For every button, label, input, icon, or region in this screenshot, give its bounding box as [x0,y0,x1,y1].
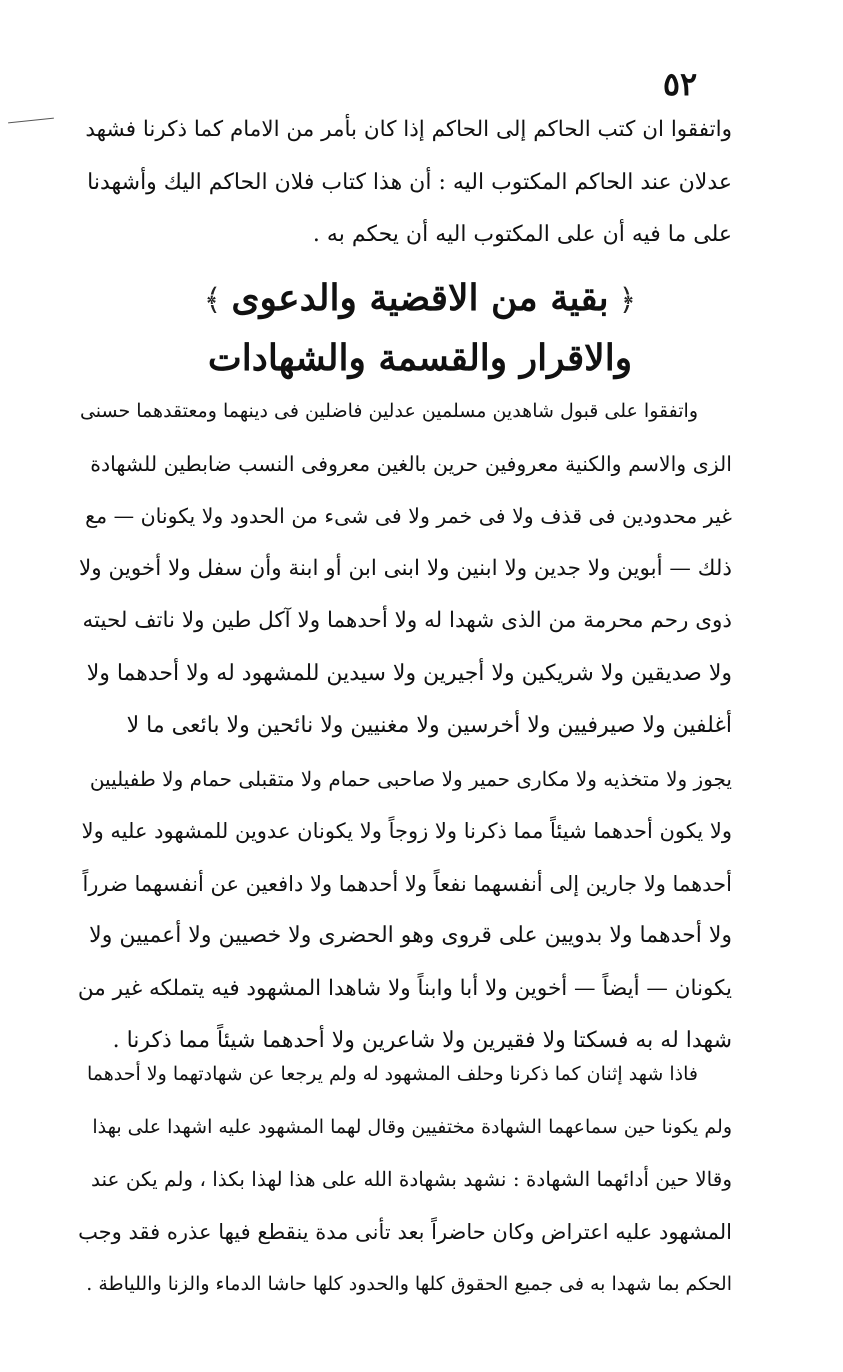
text-line: يكونان — أيضاً — أخوين ولا أبا وابناً ولا شاهدا المشهود فيه يتملكه غير من [78,975,732,1001]
text-line: ولم يكونا حين سماعهما الشهادة مختفيين وقال لهما المشهود عليه اشهدا على بهذا [92,1115,732,1138]
text-line: المشهود عليه اعتراض وكان حاضراً بعد تأنى مدة ينقطع فيها عذره فقد وجب [78,1219,732,1244]
text-line: ذلك — أبوين ولا جدين ولا ابنين ولا ابنى ابن أو ابنة وأن سفل ولا أخوين ولا [78,555,732,581]
text-line: ولا صديقين ولا شريكين ولا أجيرين ولا سيدين للمشهود له ولا أحدهما ولا [86,660,732,686]
text-line: ولا يكون أحدهما شيئاً مما ذكرنا ولا زوجاً ولا يكونان عدوين للمشهود عليه ولا [81,819,732,843]
text-line: ولا أحدهما ولا بدويين على قروى وهو الحضرى ولا خصيين ولا أعميين ولا [89,923,732,948]
text-line: أغلفين ولا صيرفيين ولا أخرسين ولا مغنيين ولا نائحين ولا بائعى ما لا [126,713,732,738]
ornamental-bracket-close: ﴾ [203,283,222,318]
text-line: الحكم بما شهدا به فى جميع الحقوق كلها والحدود كلها حاشا الدماء والزنا واللياطة . [86,1273,732,1295]
text-line: غير محدودين فى قذف ولا فى خمر ولا فى شىء من الحدود ولا يكونان — مع [85,504,732,528]
margin-pencil-mark [8,118,54,124]
text-line: واتفقوا ان كتب الحاكم إلى الحاكم إذا كان بأمر من الامام كما ذكرنا فشهد [85,117,732,142]
heading-text: والاقرار والقسمة والشهادات [207,337,633,379]
text-line: ذوى رحم محرمة من الذى شهدا له ولا أحدهما ولا آكل طين ولا ناتف لحيته [82,608,732,633]
heading-text: بقية من الاقضية والدعوى [231,277,609,319]
text-line: على ما فيه أن على المكتوب اليه أن يحكم به . [312,222,732,247]
text-line: عدلان عند الحاكم المكتوب اليه : أن هذا كتاب فلان الحاكم اليك وأشهدنا [87,169,732,195]
text-line: فاذا شهد إثنان كما ذكرنا وحلف المشهود له ولم يرجعا عن شهادتهما ولا أحدهما [86,1063,698,1085]
text-line: واتفقوا على قبول شاهدين مسلمين عدلين فاضلين فى دينهما ومعتقدهما حسنى [79,400,698,422]
section-heading-line-1 [160,270,680,329]
text-line: أحدهما ولا جارين إلى أنفسهما نفعاً ولا أحدهما ولا دافعين عن أنفسهما ضرراً [82,871,732,896]
paragraph-letters-between-judges [78,104,732,262]
text-line: يجوز ولا متخذيه ولا مكارى حمير ولا صاحبى حمام ولا متقبلى حمام ولا طفيليين [89,766,732,791]
text-line: وقالا حين أدائهما الشهادة : نشهد بشهادة الله على هذا لهذا بكذا ، ولم يكن عند [91,1167,732,1191]
section-heading-line-2 [160,330,680,386]
text-line: الزى والاسم والكنية معروفين حرين بالغين معروفى النسب ضابطين للشهادة [90,451,732,476]
ornamental-bracket-open: ﴿ [618,283,637,318]
paragraph-witness-conditions [78,385,732,1068]
page-number: ٥٢ [662,65,698,103]
text-line: شهدا له به فسكتا ولا فقيرين ولا شاعرين ولا أحدهما شيئاً مما ذكرنا . [112,1028,732,1053]
paragraph-judgment-on-testimony [78,1048,732,1311]
